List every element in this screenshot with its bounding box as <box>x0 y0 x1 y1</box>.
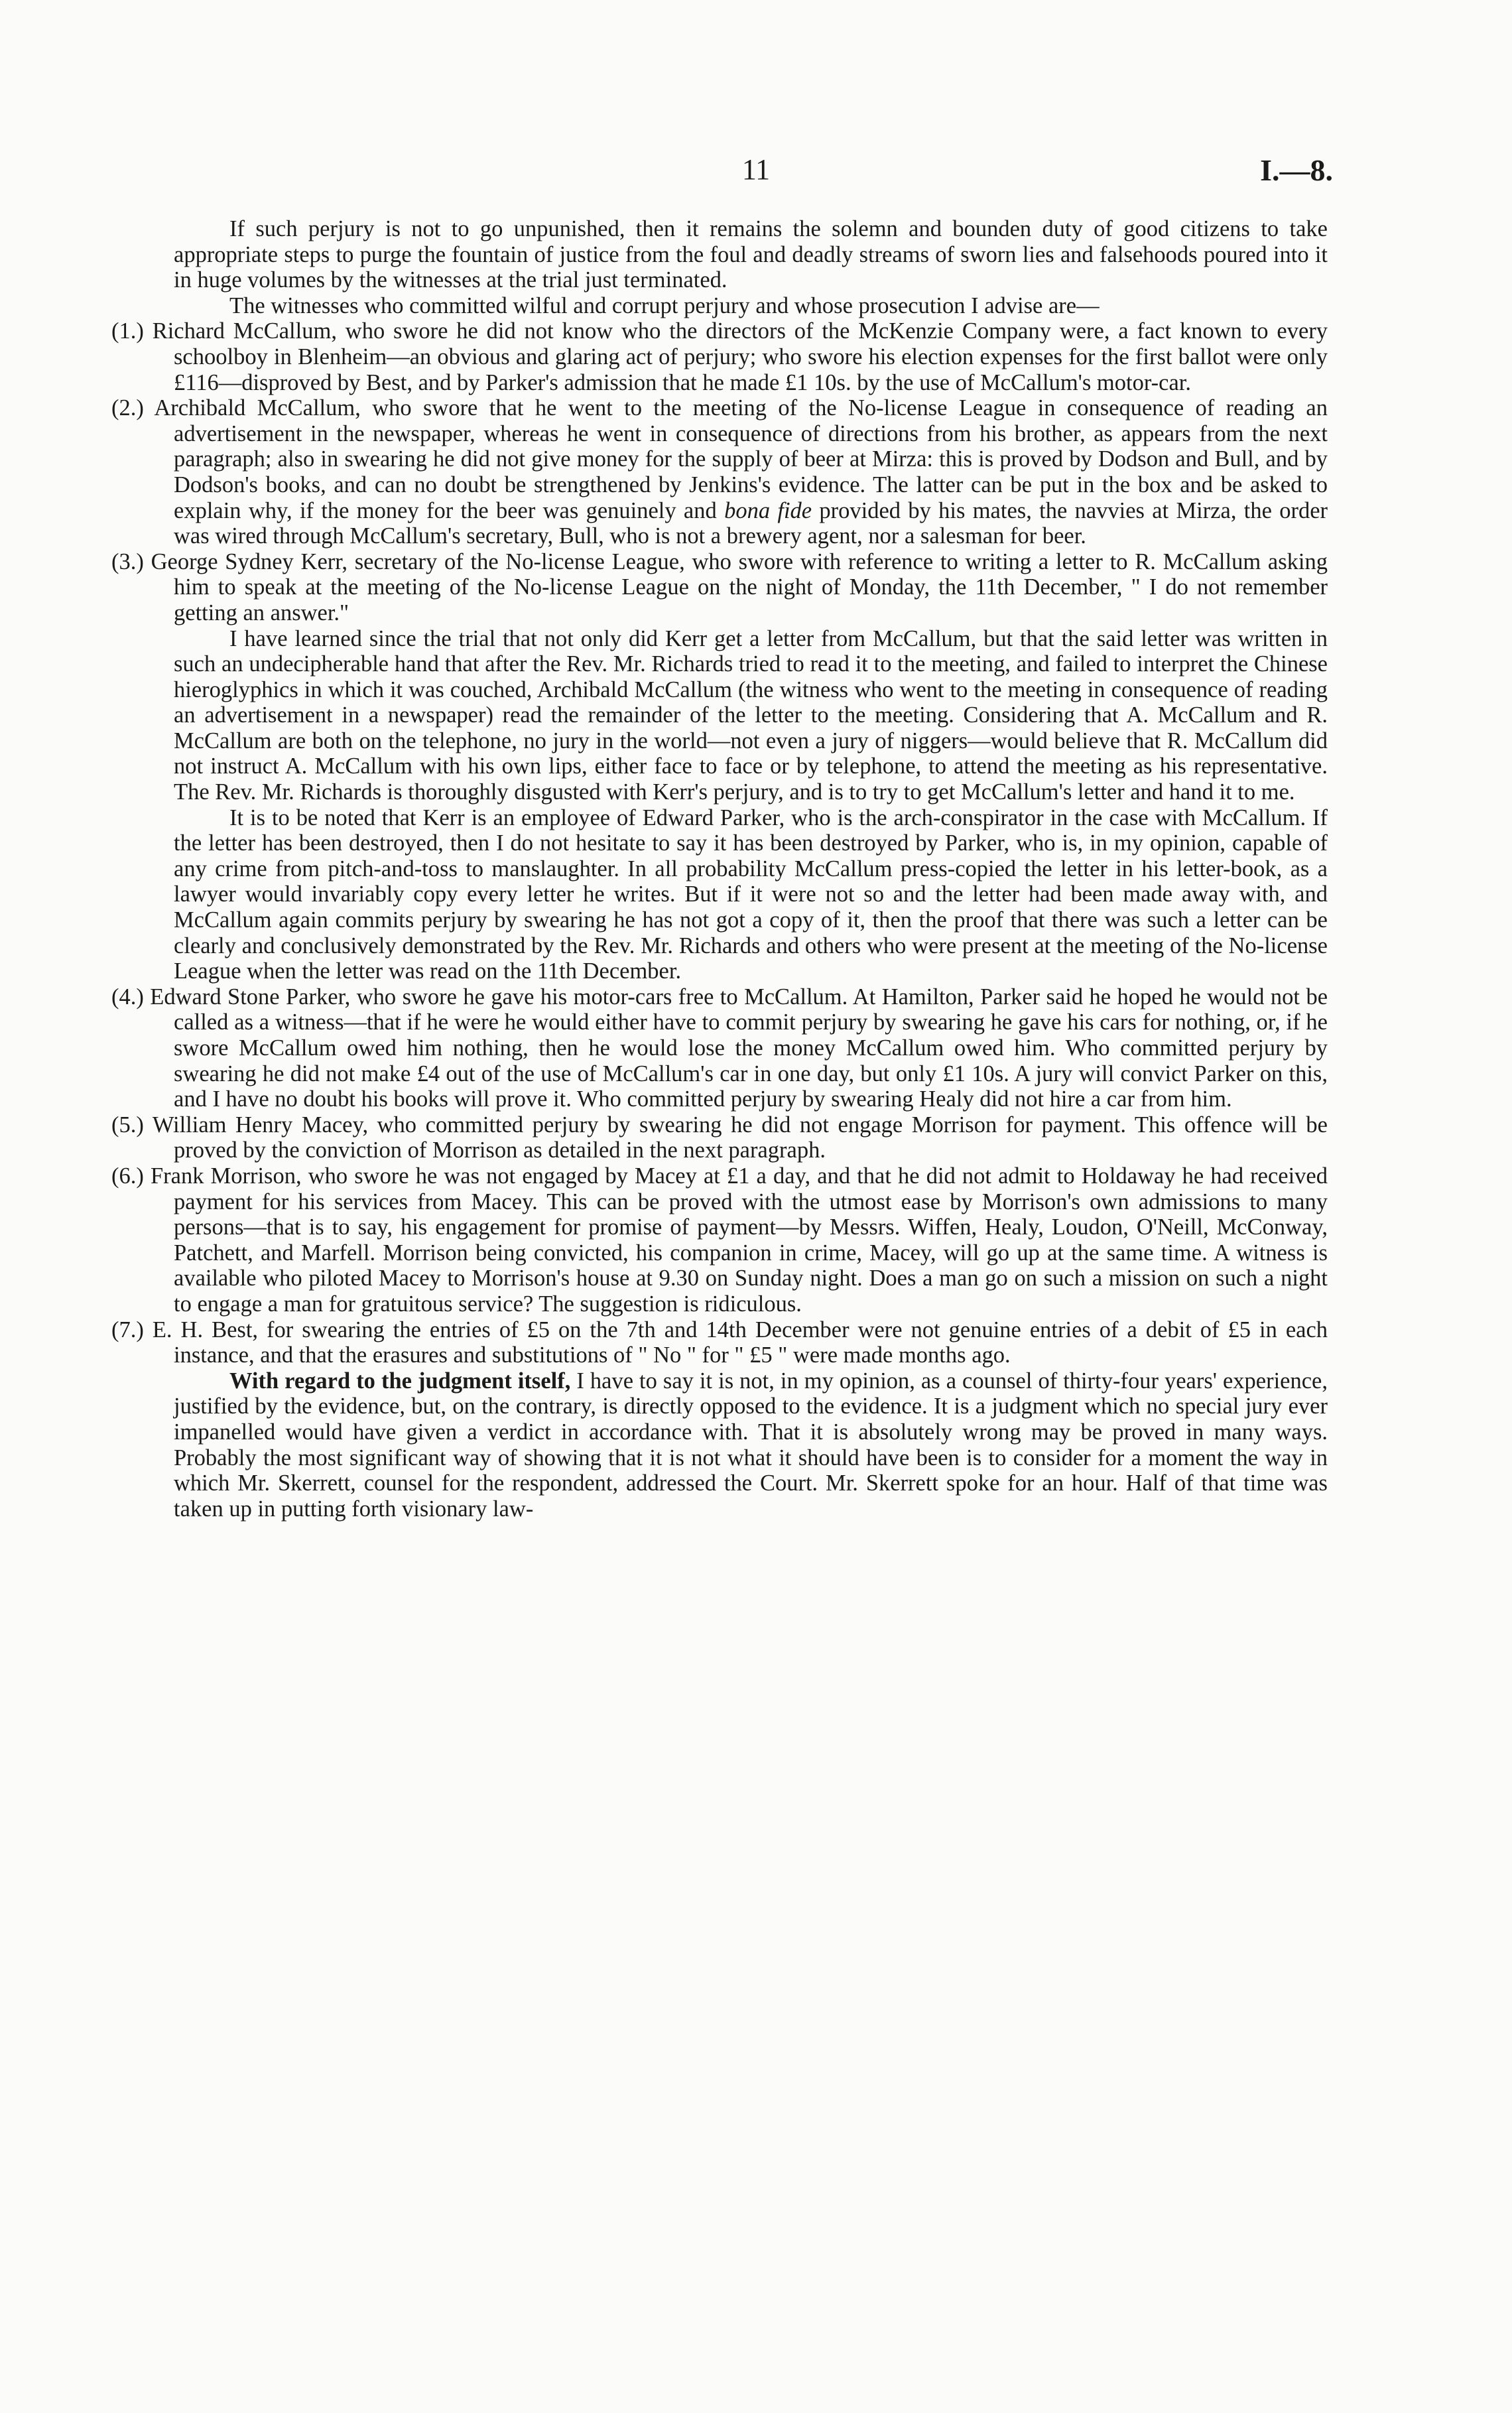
witness-number: (7.) <box>111 1317 144 1342</box>
witness-text: E. H. Best, for swearing the entries of £5 on the 7th and 14th December were not genuine entries of a debit of £5 in each instance, and that the erasures and substitutions of " No " for " £5 " were made months ago. <box>152 1317 1328 1368</box>
witness-item-1 <box>111 318 1328 395</box>
italic-phrase: bona fide <box>724 497 812 523</box>
witness-text: Archibald McCallum, who swore that he went to the meeting of the No-license League in consequence of reading an advertisement in the newspaper, whereas he went in consequence of directions from his brother, as appears from the next paragraph; also in swearing he did not give money for the supply of beer at Mirza: this is proved by Dodson and Bull, and by Dodson's books, and can no doubt be strengthened by Jenkins's evidence. The latter can be put in the box and be asked to explain why, if the money for the beer was genuinely and <box>154 395 1328 523</box>
page-number: 11 <box>741 153 771 186</box>
witness-text: Edward Stone Parker, who swore he gave his motor-cars free to McCallum. At Hamilton, Parker said he hoped he would not be called as a witness—that if he were he would either have to commit perjury by swearing he gave his cars for nothing, or, if he swore McCallum owed him nothing, then he would lose the money McCallum owed him. Who committed perjury by swearing he did not make £4 out of the use of McCallum's car in one day, but only £1 10s. A jury will convict Parker on this, and I have no doubt his books will prove it. Who committed perjury by swearing Healy did not hire a car from him. <box>150 984 1328 1112</box>
witness-text: William Henry Macey, who committed perjury by swearing he did not engage Morrison for payment. This offence will be proved by the conviction of Morrison as detailed in the next paragraph. <box>152 1112 1328 1163</box>
witness-item-2 <box>111 395 1328 549</box>
witness-item-6 <box>111 1163 1328 1317</box>
witness-number: (2.) <box>111 395 144 421</box>
document-reference: I.—8. <box>1260 153 1333 187</box>
witness-text: Richard McCallum, who swore he did not know who the directors of the McKenzie Company were, a fact known to every schoolboy in Blenheim—an obvious and glaring act of perjury; who swore his election expenses for the first ballot were only £116—disproved by Best, and by Parker's admission that he made £1 10s. by the use of McCallum's motor-car. <box>152 318 1328 395</box>
witness-number: (5.) <box>111 1112 144 1138</box>
witness-item-5 <box>111 1112 1328 1163</box>
paragraph-judgment <box>174 1368 1328 1522</box>
document-body <box>111 216 1328 1522</box>
witness-text-continued: provided by his mates, the navvies at Mirza, the order was wired through McCallum's secretary, Bull, who is not a brewery agent, nor a salesman for beer. <box>174 497 1328 549</box>
paragraph-lead: With regard to the judgment itself, <box>229 1368 571 1394</box>
witness-number: (4.) <box>111 984 144 1010</box>
witness-item-4 <box>111 984 1328 1112</box>
witness-item-7 <box>111 1317 1328 1368</box>
paragraph-text: I have to say it is not, in my opinion, as a counsel of thirty-four years' experience, justified by the evidence, but, on the contrary, is directly opposed to the evidence. It is a judgment which no special jury ever impanelled would have given a verdict in accordance with. That it is absolutely wrong may be proved in many ways. Probably the most significant way of showing that it is not what it should have been is to consider for a moment the way in which Mr. Skerrett, counsel for the respondent, addressed the Court. Mr. Skerrett spoke for an hour. Half of that time was taken up in putting forth visionary law- <box>174 1368 1328 1522</box>
paragraph-kerr-letter: I have learned since the trial that not only did Kerr get a letter from McCallum, but that the said letter was written in such an undecipherable hand that after the Rev. Mr. Richards tried to read it to the meeting, and failed to interpret the Chinese hieroglyphics in which it was couched, Archibald McCallum (the witness who went to the meeting in consequence of reading an advertisement in a newspaper) read the remainder of the letter to the meeting. Considering that A. McCallum and R. McCallum are both on the telephone, no jury in the world—not even a jury of niggers—would believe that R. McCallum did not instruct A. McCallum with his own lips, either face to face or by telephone, to attend the meeting as his representative. The Rev. Mr. Richards is thoroughly disgusted with Kerr's perjury, and is to try to get McCallum's letter and hand it to me. <box>174 625 1328 805</box>
witness-number: (6.) <box>111 1163 144 1189</box>
paragraph-perjury-duty: If such perjury is not to go unpunished, then it remains the solemn and bounden duty of good citizens to take appropriate steps to purge the fountain of justice from the foul and deadly streams of sworn lies and falsehoods poured into it in huge volumes by the witnesses at the trial just terminated. <box>174 216 1328 293</box>
witness-number: (3.) <box>111 549 144 574</box>
paragraph-witnesses-intro: The witnesses who committed wilful and corrupt perjury and whose prosecution I advise are— <box>229 293 1100 318</box>
paragraph-kerr-employee: It is to be noted that Kerr is an employee of Edward Parker, who is the arch-conspirator in the case with McCallum. If the letter has been destroyed, then I do not hesitate to say it has been destroyed by Parker, who is, in my opinion, capable of any crime from pitch-and-toss to manslaughter. In all probability McCallum press-copied the letter in his letter-book, as a lawyer would invariably copy every letter he writes. But if it were not so and the letter had been made away with, and McCallum again commits perjury by swearing he has not got a copy of it, then the proof that there was such a letter can be clearly and conclusively demonstrated by the Rev. Mr. Richards and others who were present at the meeting of the No-license League when the letter was read on the 11th December. <box>174 805 1328 984</box>
witness-item-3 <box>111 549 1328 626</box>
witness-text: Frank Morrison, who swore he was not engaged by Macey at £1 a day, and that he did not admit to Holdaway he had received payment for his services from Macey. This can be proved with the utmost ease by Morrison's own admissions to many persons—that is to say, his engagement for promise of payment—by Messrs. Wiffen, Healy, Loudon, O'Neill, McConway, Patchett, and Marfell. Morrison being convicted, his companion in crime, Macey, will go up at the same time. A witness is available who piloted Macey to Morrison's house at 9.30 on Sunday night. Does a man go on such a mission on such a night to engage a man for gratuitous service? The suggestion is ridiculous. <box>150 1163 1328 1317</box>
witness-number: (1.) <box>111 318 144 344</box>
witness-text: George Sydney Kerr, secretary of the No-license League, who swore with reference to writing a letter to R. McCallum asking him to speak at the meeting of the No-license League on the night of Monday, the 11th December, " I do not remember getting an answer." <box>151 549 1328 625</box>
